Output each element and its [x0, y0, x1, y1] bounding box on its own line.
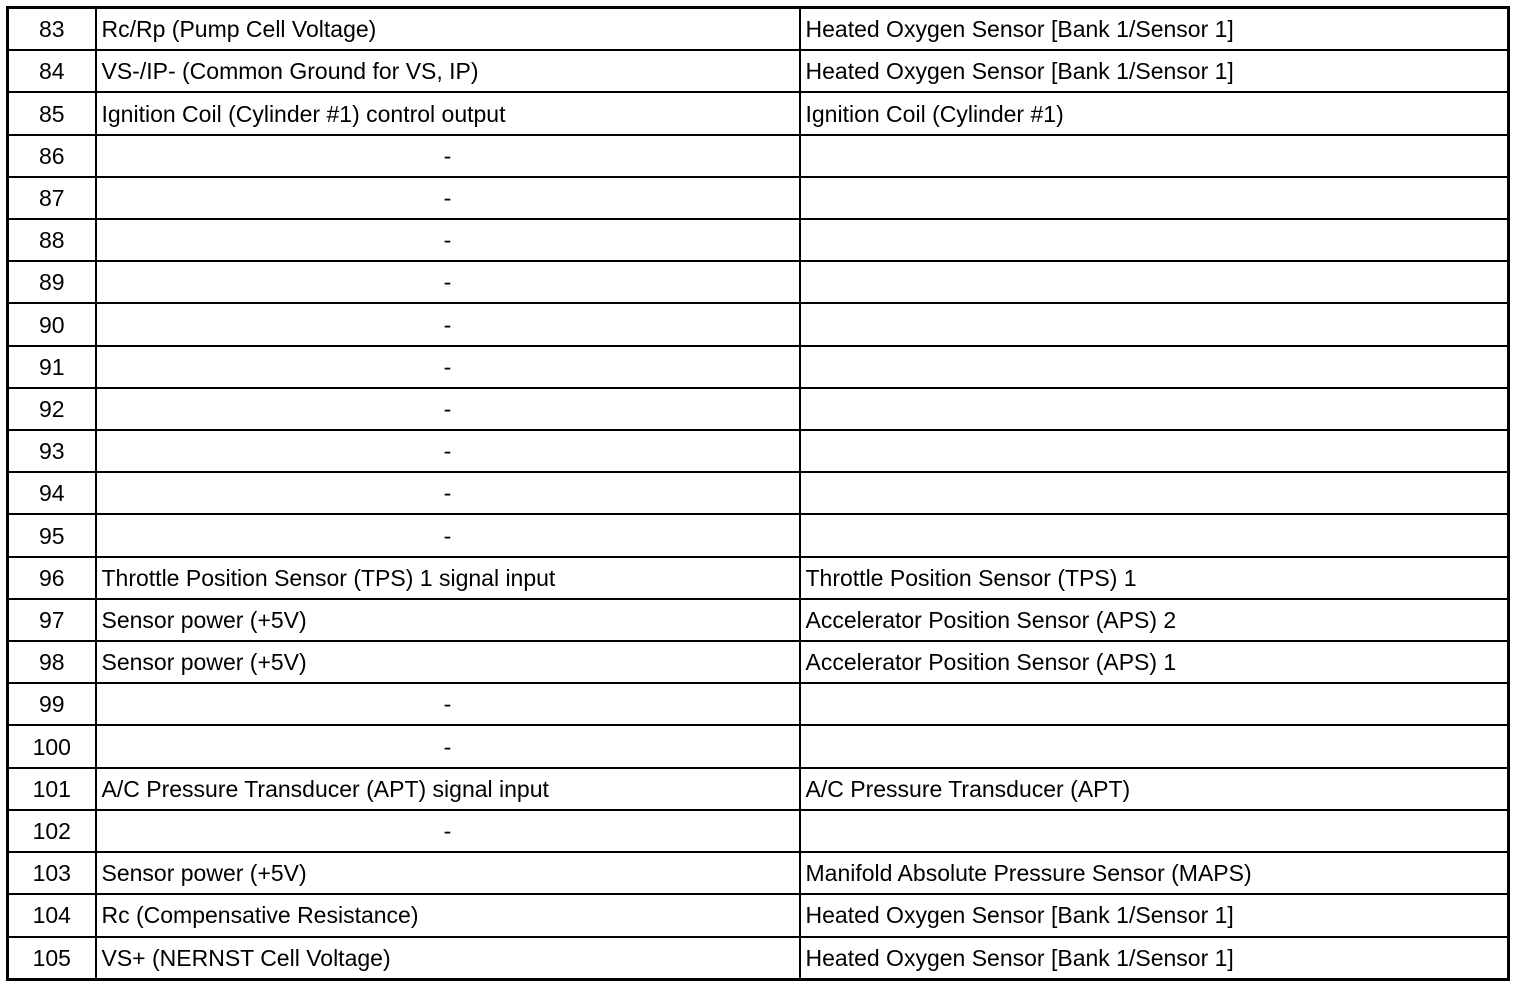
table-row [8, 430, 1509, 472]
pin-description: Sensor power (+5V) [96, 641, 800, 683]
pin-description: - [96, 219, 800, 261]
pin-number: 83 [8, 8, 96, 51]
pin-description: Ignition Coil (Cylinder #1) control output [96, 92, 800, 134]
connected-component: Heated Oxygen Sensor [Bank 1/Sensor 1] [800, 50, 1509, 92]
pin-description: - [96, 303, 800, 345]
pin-description: - [96, 135, 800, 177]
table-row [8, 8, 1509, 51]
pin-table-body [8, 8, 1509, 980]
connected-component [800, 514, 1509, 556]
pin-number: 89 [8, 261, 96, 303]
connected-component [800, 135, 1509, 177]
pin-description: Throttle Position Sensor (TPS) 1 signal input [96, 557, 800, 599]
pin-number: 90 [8, 303, 96, 345]
connected-component [800, 219, 1509, 261]
connected-component: Heated Oxygen Sensor [Bank 1/Sensor 1] [800, 937, 1509, 980]
connected-component [800, 810, 1509, 852]
pin-description: - [96, 346, 800, 388]
table-row [8, 50, 1509, 92]
pin-description: VS+ (NERNST Cell Voltage) [96, 937, 800, 980]
table-row [8, 346, 1509, 388]
pin-description: A/C Pressure Transducer (APT) signal input [96, 768, 800, 810]
pin-description: Rc/Rp (Pump Cell Voltage) [96, 8, 800, 51]
connected-component [800, 472, 1509, 514]
connected-component [800, 177, 1509, 219]
pin-number: 85 [8, 92, 96, 134]
pin-number: 86 [8, 135, 96, 177]
pin-description: - [96, 430, 800, 472]
pin-number: 96 [8, 557, 96, 599]
pin-description: - [96, 177, 800, 219]
pin-description: - [96, 514, 800, 556]
connected-component [800, 430, 1509, 472]
pin-number: 102 [8, 810, 96, 852]
pin-number: 87 [8, 177, 96, 219]
table-row [8, 219, 1509, 261]
pin-number: 98 [8, 641, 96, 683]
pin-number: 95 [8, 514, 96, 556]
table-row [8, 514, 1509, 556]
table-row [8, 937, 1509, 980]
pin-description: - [96, 810, 800, 852]
pin-description: - [96, 683, 800, 725]
pin-number: 88 [8, 219, 96, 261]
pin-number: 105 [8, 937, 96, 980]
pin-number: 99 [8, 683, 96, 725]
table-row [8, 641, 1509, 683]
table-row [8, 388, 1509, 430]
connected-component: A/C Pressure Transducer (APT) [800, 768, 1509, 810]
connected-component [800, 725, 1509, 767]
pin-number: 100 [8, 725, 96, 767]
pin-description: - [96, 472, 800, 514]
table-row [8, 894, 1509, 936]
pin-number: 84 [8, 50, 96, 92]
pin-description: Rc (Compensative Resistance) [96, 894, 800, 936]
pin-number: 94 [8, 472, 96, 514]
connected-component [800, 346, 1509, 388]
table-row [8, 303, 1509, 345]
connected-component: Accelerator Position Sensor (APS) 1 [800, 641, 1509, 683]
connected-component: Manifold Absolute Pressure Sensor (MAPS) [800, 852, 1509, 894]
pin-number: 92 [8, 388, 96, 430]
connected-component: Heated Oxygen Sensor [Bank 1/Sensor 1] [800, 8, 1509, 51]
table-row [8, 135, 1509, 177]
table-row [8, 810, 1509, 852]
connected-component [800, 261, 1509, 303]
connected-component [800, 388, 1509, 430]
table-row [8, 472, 1509, 514]
pin-number: 91 [8, 346, 96, 388]
table-row [8, 557, 1509, 599]
pin-number: 101 [8, 768, 96, 810]
table-row [8, 92, 1509, 134]
pin-description: - [96, 388, 800, 430]
pin-number: 97 [8, 599, 96, 641]
pin-description: Sensor power (+5V) [96, 599, 800, 641]
connected-component: Heated Oxygen Sensor [Bank 1/Sensor 1] [800, 894, 1509, 936]
table-row [8, 852, 1509, 894]
pin-function-table [6, 6, 1510, 981]
table-row [8, 261, 1509, 303]
pin-description: VS-/IP- (Common Ground for VS, IP) [96, 50, 800, 92]
connected-component [800, 683, 1509, 725]
pin-description: Sensor power (+5V) [96, 852, 800, 894]
pin-description: - [96, 261, 800, 303]
table-row [8, 768, 1509, 810]
pin-number: 104 [8, 894, 96, 936]
connected-component [800, 303, 1509, 345]
connected-component: Accelerator Position Sensor (APS) 2 [800, 599, 1509, 641]
table-row [8, 725, 1509, 767]
pin-description: - [96, 725, 800, 767]
connected-component: Ignition Coil (Cylinder #1) [800, 92, 1509, 134]
table-row [8, 599, 1509, 641]
pin-number: 103 [8, 852, 96, 894]
table-row [8, 177, 1509, 219]
table-row [8, 683, 1509, 725]
connected-component: Throttle Position Sensor (TPS) 1 [800, 557, 1509, 599]
pin-number: 93 [8, 430, 96, 472]
